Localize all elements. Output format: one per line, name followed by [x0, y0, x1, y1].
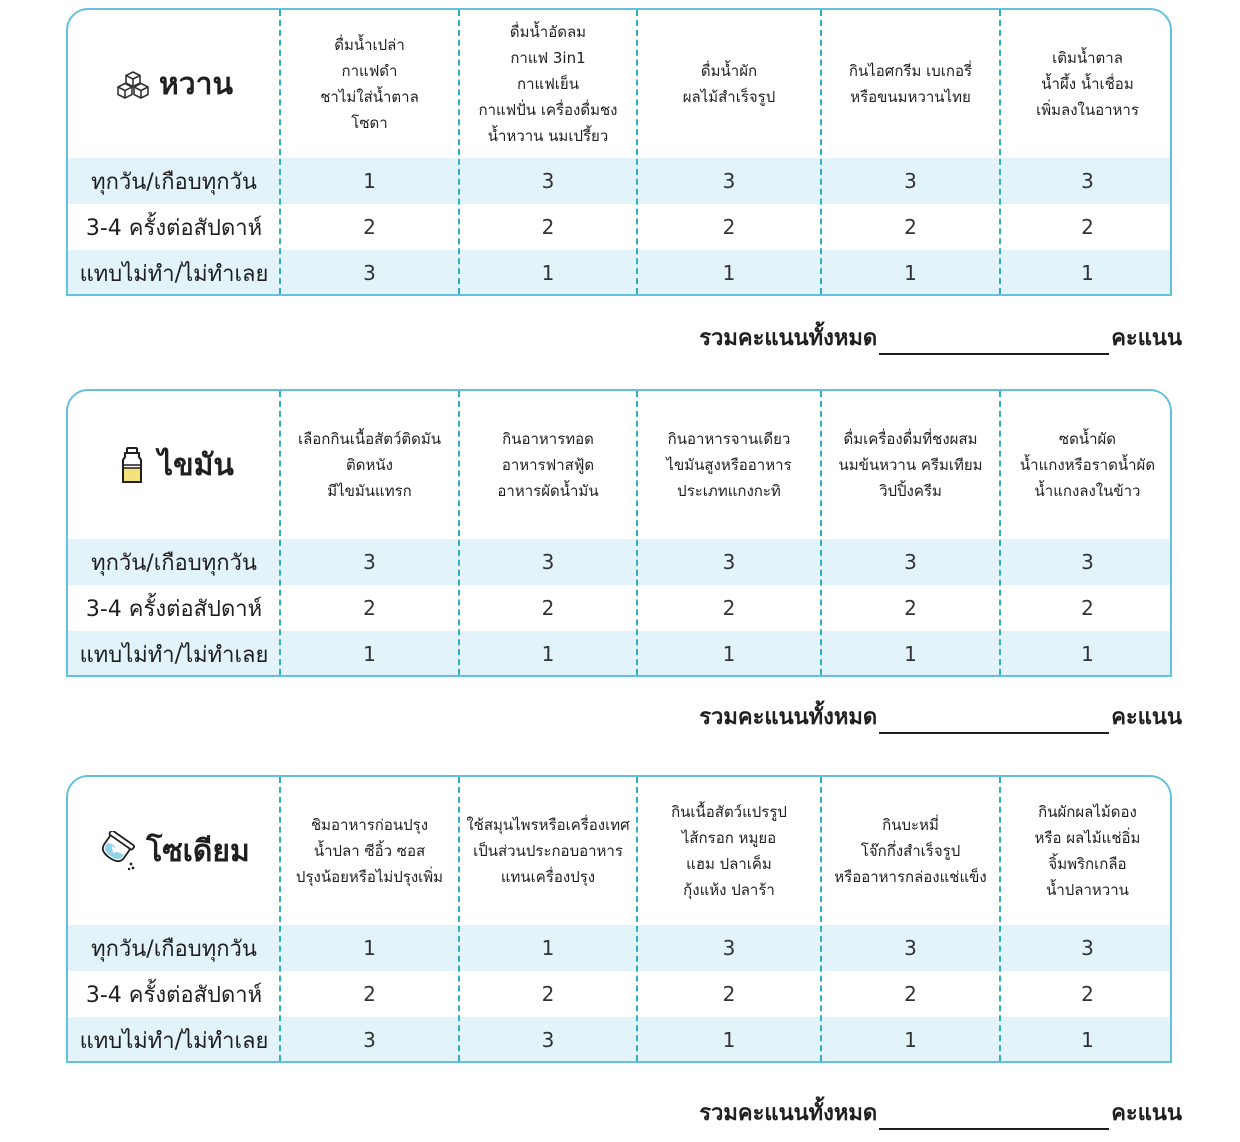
score-cell: 3: [1081, 936, 1094, 960]
category-heading: [68, 10, 280, 158]
column-divider: [279, 391, 281, 675]
total-score-line: [699, 320, 1182, 355]
frequency-label: ทุกวัน/เกือบทุกวัน: [91, 550, 257, 576]
score-cell: 1: [541, 261, 555, 285]
score-cell: 2: [1081, 596, 1094, 620]
score-cell: 2: [904, 596, 917, 620]
score-cell: 3: [541, 169, 555, 193]
score-unit: คะแนน: [1111, 705, 1182, 730]
score-cell: 3: [363, 261, 376, 285]
score-cell: 2: [541, 596, 555, 620]
total-score-line: [699, 1095, 1182, 1130]
column-divider: [820, 10, 822, 294]
column-divider: [820, 391, 822, 675]
frequency-label: 3-4 ครั้งต่อสัปดาห์: [85, 982, 263, 1008]
score-cell: 3: [541, 1028, 555, 1052]
section-fat: [66, 389, 1182, 730]
frequency-label: แทบไม่ทำ/ไม่ทำเลย: [79, 261, 269, 287]
column-header: ดื่มน้ำอัดลม กาแฟ 3in1 กาแฟเย็น กาแฟปั่น เครื่องดื่มชง น้ำหวาน นมเปรี้ยว: [478, 23, 618, 145]
category-title: หวาน: [159, 66, 233, 102]
oil-bottle-icon: [114, 445, 150, 485]
section-sweet: [66, 8, 1182, 351]
category-heading: [68, 777, 280, 925]
score-cell: 2: [541, 982, 555, 1006]
column-divider: [458, 391, 460, 675]
total-label: รวมคะแนนทั้งหมด: [699, 705, 878, 730]
column-divider: [279, 10, 281, 294]
score-table: [66, 775, 1172, 1063]
column-header: ชิมอาหารก่อนปรุง น้ำปลา ซีอิ้ว ซอส ปรุงน้อยหรือไม่ปรุงเพิ่ม: [295, 816, 444, 886]
column-divider: [999, 391, 1001, 675]
category-title: โซเดียม: [146, 833, 250, 869]
score-cell: 3: [541, 550, 555, 574]
frequency-label: แทบไม่ทำ/ไม่ทำเลย: [79, 1028, 269, 1054]
score-cell: 3: [904, 550, 917, 574]
sugar-cubes-icon: [115, 64, 151, 104]
score-cell: 2: [1081, 982, 1094, 1006]
score-blank[interactable]: [879, 331, 1109, 355]
score-unit: คะแนน: [1111, 326, 1182, 351]
score-unit: คะแนน: [1111, 1101, 1182, 1126]
score-cell: 3: [363, 550, 376, 574]
score-cell: 3: [1081, 550, 1094, 574]
column-divider: [279, 777, 281, 1061]
score-cell: 3: [722, 550, 736, 574]
score-cell: 3: [722, 936, 736, 960]
score-cell: 1: [904, 1028, 917, 1052]
score-cell: 3: [363, 1028, 376, 1052]
column-header: กินผักผลไม้ดอง หรือ ผลไม้แช่อิ่ม จิ้มพริกเกลือ น้ำปลาหวาน: [1034, 803, 1141, 899]
column-divider: [636, 10, 638, 294]
score-cell: 2: [722, 215, 736, 239]
score-cell: 1: [541, 642, 555, 666]
frequency-label: ทุกวัน/เกือบทุกวัน: [91, 169, 257, 195]
score-cell: 2: [904, 982, 917, 1006]
score-cell: 2: [363, 596, 376, 620]
score-cell: 3: [722, 169, 736, 193]
column-header: เลือกกินเนื้อสัตว์ติดมัน ติดหนัง มีไขมันแทรก: [297, 430, 442, 500]
column-header: กินอาหารทอด อาหารฟาสฟู้ด อาหารผัดน้ำมัน: [497, 430, 599, 500]
column-header: ดื่มน้ำผัก ผลไม้สำเร็จรูป: [682, 62, 776, 106]
score-cell: 2: [722, 596, 736, 620]
total-score-line: [699, 699, 1182, 734]
score-cell: 1: [363, 642, 376, 666]
score-cell: 3: [1081, 169, 1094, 193]
score-cell: 2: [722, 982, 736, 1006]
score-table: [66, 389, 1172, 677]
salt-shaker-icon: [98, 831, 138, 871]
column-divider: [636, 391, 638, 675]
frequency-label: ทุกวัน/เกือบทุกวัน: [91, 936, 257, 962]
score-table: [66, 8, 1172, 296]
category-heading: [68, 391, 280, 539]
score-cell: 2: [1081, 215, 1094, 239]
score-cell: 1: [1081, 261, 1094, 285]
score-cell: 1: [1081, 1028, 1094, 1052]
column-header: กินเนื้อสัตว์แปรรูป ไส้กรอก หมูยอ แฮม ปลาเค็ม กุ้งแห้ง ปลาร้า: [671, 803, 787, 899]
score-blank[interactable]: [879, 1106, 1109, 1130]
column-header: เติมน้ำตาล น้ำผึ้ง น้ำเชื่อม เพิ่มลงในอาหาร: [1036, 49, 1139, 119]
frequency-label: 3-4 ครั้งต่อสัปดาห์: [85, 215, 263, 241]
frequency-label: แทบไม่ทำ/ไม่ทำเลย: [79, 642, 269, 668]
score-cell: 1: [363, 169, 376, 193]
frequency-label: 3-4 ครั้งต่อสัปดาห์: [85, 596, 263, 622]
score-cell: 3: [904, 169, 917, 193]
column-header: กินบะหมี่ โจ๊กกึ่งสำเร็จรูป หรืออาหารกล่องแช่แข็ง: [834, 816, 987, 886]
score-cell: 1: [363, 936, 376, 960]
score-cell: 1: [904, 261, 917, 285]
column-divider: [999, 777, 1001, 1061]
score-cell: 2: [541, 215, 555, 239]
total-label: รวมคะแนนทั้งหมด: [699, 326, 878, 351]
score-cell: 1: [541, 936, 555, 960]
score-cell: 2: [904, 215, 917, 239]
column-header: ดื่มเครื่องดื่มที่ชงผสม นมข้นหวาน ครีมเทียม วิปปิ้งครีม: [838, 430, 983, 500]
column-divider: [458, 777, 460, 1061]
score-blank[interactable]: [879, 710, 1109, 734]
score-cell: 1: [722, 1028, 736, 1052]
column-divider: [820, 777, 822, 1061]
score-cell: 1: [722, 642, 736, 666]
column-header: กินอาหารจานเดียว ไขมันสูงหรืออาหาร ประเภทแกงกะทิ: [666, 430, 792, 500]
score-cell: 2: [363, 215, 376, 239]
score-cell: 2: [363, 982, 376, 1006]
score-cell: 1: [1081, 642, 1094, 666]
score-cell: 1: [722, 261, 736, 285]
column-divider: [458, 10, 460, 294]
column-header: ใช้สมุนไพรหรือเครื่องเทศ เป็นส่วนประกอบอาหาร แทนเครื่องปรุง: [466, 816, 630, 886]
column-divider: [999, 10, 1001, 294]
column-header: ซดน้ำผัด น้ำแกงหรือราดน้ำผัด น้ำแกงลงในข้าว: [1019, 430, 1156, 500]
total-label: รวมคะแนนทั้งหมด: [699, 1101, 878, 1126]
column-header: ดื่มน้ำเปล่า กาแฟดำ ชาไม่ใส่น้ำตาล โซดา: [320, 36, 419, 132]
score-cell: 3: [904, 936, 917, 960]
category-title: ไขมัน: [158, 447, 234, 483]
score-cell: 1: [904, 642, 917, 666]
column-divider: [636, 777, 638, 1061]
section-sodium: [66, 775, 1182, 1126]
column-header: กินไอศกรีม เบเกอรี่ หรือขนมหวานไทย: [848, 62, 973, 106]
